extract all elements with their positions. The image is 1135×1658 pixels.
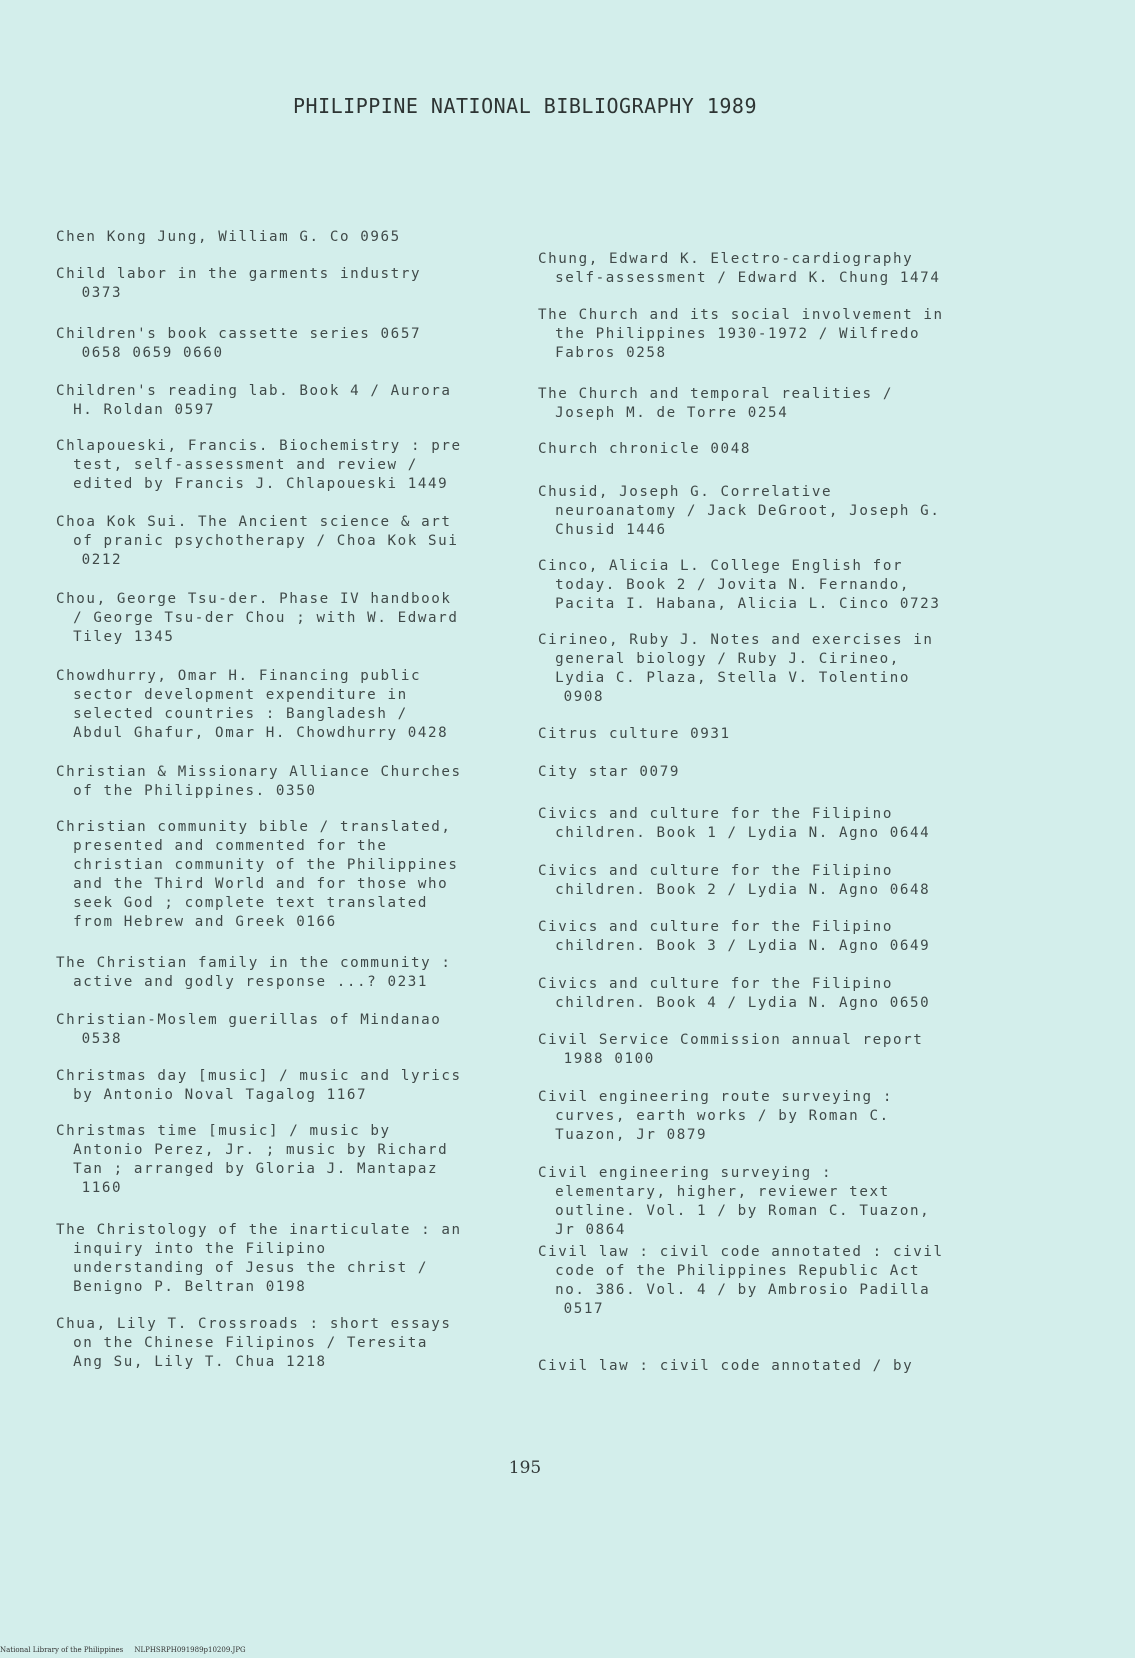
entry-line: Child labor in the garments industry (56, 266, 422, 282)
entry-line: 0538 (81, 1031, 123, 1047)
entry-line: Antonio Perez, Jr. ; music by Richard (73, 1142, 449, 1158)
bibliography-entry (538, 1243, 1008, 1319)
bibliography-entry (56, 325, 526, 363)
entry-line: 1160 (81, 1180, 123, 1196)
entry-line: no. 386. Vol. 4 / by Ambrosio Padilla (555, 1282, 931, 1298)
entry-line: Civics and culture for the Filipino (538, 919, 893, 935)
entry-line: Chung, Edward K. Electro-cardiography (538, 251, 914, 267)
bibliography-entry (56, 667, 526, 743)
entry-line: Christian & Missionary Alliance Churches (56, 764, 462, 780)
entry-line: and the Third World and for those who (73, 876, 449, 892)
entry-line: from Hebrew and Greek 0166 (73, 914, 337, 930)
entry-line: Children's reading lab. Book 4 / Aurora (56, 383, 452, 399)
entry-line: Benigno P. Beltran 0198 (73, 1279, 307, 1295)
bibliography-entry (538, 725, 1008, 744)
bibliography-entry (538, 1088, 1008, 1145)
bibliography-entry (538, 557, 1008, 614)
entry-line: Christmas day [music] / music and lyrics (56, 1068, 462, 1084)
entry-line: Choa Kok Sui. The Ancient science & art (56, 514, 452, 530)
footer-caption: National Library of the Philippines NLPHSRPH091989p10209.JPG (0, 1646, 246, 1654)
entry-line: test, self-assessment and review / (73, 457, 418, 473)
entry-line: of the Philippines. 0350 (73, 783, 317, 799)
entry-line: general biology / Ruby J. Cirineo, (555, 651, 900, 667)
bibliography-entry (56, 763, 526, 801)
entry-line: Chusid 1446 (555, 522, 667, 538)
bibliography-entry (56, 265, 526, 303)
entry-line: sector development expenditure in (73, 687, 408, 703)
entry-line: self-assessment / Edward K. Chung 1474 (555, 270, 941, 286)
entry-line: Lydia C. Plaza, Stella V. Tolentino (555, 670, 911, 686)
entry-line: Civil Service Commission annual report (538, 1032, 924, 1048)
entry-line: 0517 (563, 1301, 605, 1317)
entry-line: Children's book cassette series 0657 (56, 326, 422, 342)
entry-line: Chou, George Tsu-der. Phase IV handbook (56, 591, 452, 607)
bibliography-entry (538, 306, 1008, 363)
entry-line: Civil law : civil code annotated : civil (538, 1244, 944, 1260)
entry-line: children. Book 3 / Lydia N. Agno 0649 (555, 938, 931, 954)
bibliography-entry (56, 437, 526, 494)
entry-line: / George Tsu-der Chou ; with W. Edward (73, 610, 459, 626)
entry-line: Civics and culture for the Filipino (538, 806, 893, 822)
bibliography-entry (538, 1357, 1008, 1376)
bibliography-entry (538, 1031, 1008, 1069)
bibliography-entry (538, 250, 1008, 288)
bibliography-entry (56, 1122, 526, 1198)
entry-line: children. Book 1 / Lydia N. Agno 0644 (555, 825, 931, 841)
bibliography-entry (56, 1067, 526, 1105)
entry-line: code of the Philippines Republic Act (555, 1263, 921, 1279)
entry-line: The Church and temporal realities / (538, 386, 893, 402)
bibliography-entry (56, 954, 526, 992)
entry-line: 0212 (81, 552, 123, 568)
entry-line: Civics and culture for the Filipino (538, 976, 893, 992)
entry-line: The Christology of the inarticulate : an (56, 1222, 462, 1238)
entry-line: children. Book 2 / Lydia N. Agno 0648 (555, 882, 931, 898)
entry-line: Christian-Moslem guerillas of Mindanao (56, 1012, 442, 1028)
page-number: 195 (508, 1458, 542, 1478)
entry-line: 1988 0100 (563, 1051, 655, 1067)
entry-line: The Church and its social involvement in (538, 307, 944, 323)
entry-line: Fabros 0258 (555, 345, 667, 361)
entry-line: Chlapoueski, Francis. Biochemistry : pre (56, 438, 462, 454)
bibliography-entry (56, 1315, 526, 1372)
entry-line: Pacita I. Habana, Alicia L. Cinco 0723 (555, 596, 941, 612)
entry-line: Civil law : civil code annotated / by (538, 1358, 914, 1374)
bibliography-entry (538, 763, 1008, 782)
entry-line: Tiley 1345 (73, 629, 175, 645)
entry-line: inquiry into the Filipino (73, 1241, 327, 1257)
entry-line: seek God ; complete text translated (73, 895, 429, 911)
bibliography-entry (56, 228, 526, 247)
bibliography-entry (538, 483, 1008, 540)
entry-line: understanding of Jesus the christ / (73, 1260, 429, 1276)
bibliography-entry (56, 818, 526, 932)
entry-line: 0908 (563, 689, 605, 705)
entry-line: Abdul Ghafur, Omar H. Chowdhurry 0428 (73, 725, 449, 741)
entry-line: christian community of the Philippines (73, 857, 459, 873)
bibliography-entry (56, 1221, 526, 1297)
entry-line: the Philippines 1930-1972 / Wilfredo (555, 326, 921, 342)
entry-line: of pranic psychotherapy / Choa Kok Sui (73, 533, 459, 549)
bibliography-entry (538, 385, 1008, 423)
entry-line: Joseph M. de Torre 0254 (555, 405, 789, 421)
entry-line: H. Roldan 0597 (73, 402, 216, 418)
bibliography-entry (538, 918, 1008, 956)
entry-line: by Antonio Noval Tagalog 1167 (73, 1087, 368, 1103)
entry-line: Tan ; arranged by Gloria J. Mantapaz (73, 1161, 439, 1177)
entry-line: Tuazon, Jr 0879 (555, 1127, 708, 1143)
bibliography-entry (538, 805, 1008, 843)
entry-line: City star 0079 (538, 764, 680, 780)
entry-line: outline. Vol. 1 / by Roman C. Tuazon, (555, 1203, 931, 1219)
entry-line: Chowdhurry, Omar H. Financing public (56, 668, 422, 684)
bibliography-entry (56, 590, 526, 647)
entry-line: Church chronicle 0048 (538, 441, 751, 457)
entry-line: Chen Kong Jung, William G. Co 0965 (56, 229, 401, 245)
entry-line: Christmas time [music] / music by (56, 1123, 391, 1139)
bibliography-entry (538, 631, 1008, 707)
bibliography-entry (56, 513, 526, 570)
entry-line: active and godly response ...? 0231 (73, 974, 429, 990)
entry-line: curves, earth works / by Roman C. (555, 1108, 890, 1124)
page-title: PHILIPPINE NATIONAL BIBLIOGRAPHY 1989 (292, 94, 758, 118)
entry-line: Chua, Lily T. Crossroads : short essays (56, 1316, 452, 1332)
entry-line: neuroanatomy / Jack DeGroot, Joseph G. (555, 503, 941, 519)
entry-line: Citrus culture 0931 (538, 726, 731, 742)
entry-line: children. Book 4 / Lydia N. Agno 0650 (555, 995, 931, 1011)
entry-line: selected countries : Bangladesh / (73, 706, 408, 722)
entry-line: 0373 (81, 285, 123, 301)
entry-line: Civics and culture for the Filipino (538, 863, 893, 879)
entry-line: Christian community bible / translated, (56, 819, 452, 835)
entry-line: Ang Su, Lily T. Chua 1218 (73, 1354, 327, 1370)
entry-line: presented and commented for the (73, 838, 388, 854)
entry-line: Civil engineering surveying : (538, 1165, 833, 1181)
entry-line: Jr 0864 (555, 1222, 627, 1238)
entry-line: Cirineo, Ruby J. Notes and exercises in (538, 632, 934, 648)
entry-line: elementary, higher, reviewer text (555, 1184, 890, 1200)
entry-line: The Christian family in the community : (56, 955, 452, 971)
entry-line: Civil engineering route surveying : (538, 1089, 893, 1105)
bibliography-entry (56, 1011, 526, 1049)
bibliography-entry (538, 440, 1008, 459)
entry-line: Chusid, Joseph G. Correlative (538, 484, 833, 500)
entry-line: 0658 0659 0660 (81, 345, 224, 361)
entry-line: today. Book 2 / Jovita N. Fernando, (555, 577, 911, 593)
entry-line: edited by Francis J. Chlapoueski 1449 (73, 476, 449, 492)
entry-line: on the Chinese Filipinos / Teresita (73, 1335, 429, 1351)
bibliography-entry (538, 1164, 1008, 1240)
bibliography-entry (56, 382, 526, 420)
bibliography-entry (538, 975, 1008, 1013)
entry-line: Cinco, Alicia L. College English for (538, 558, 904, 574)
bibliography-entry (538, 862, 1008, 900)
